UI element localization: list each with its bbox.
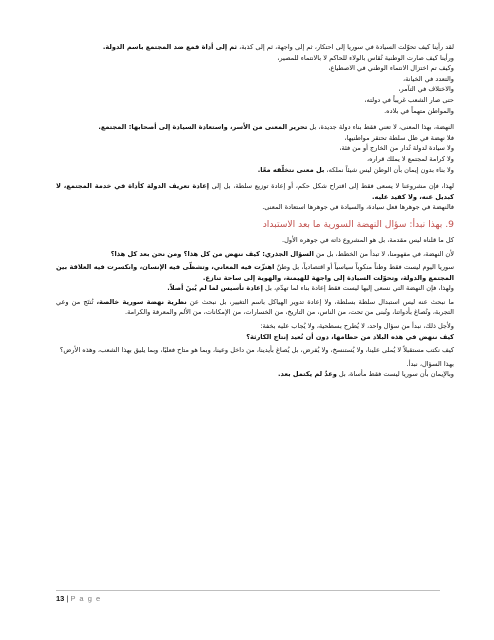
paragraph: كيف نكتب مستقبلاً لا يُملى علينا، ولا يُستنسخ، ولا يُفرض، بل يُصاغ بأيدينا، من داخل وعينا، وبما هو متاح فعليًا، وبما يليق بهذا الشعب، وهذه الأرض؟ xyxy=(59,346,454,355)
paragraph: سوريا اليوم ليست فقط وطناً منكوباً سياسياً أو اقتصادياً، بل وطنٌ اهتزّت فيه المعاني، وتشظّى فيه الإنسان، وانكسرت فيه العلاقة بين المجتمع والدولة، وتحوّلت السيادة إلى واجهة للهيمنة، والهوية إلى ساحة تنازع. xyxy=(56,263,454,282)
paragraph: ولأجل ذلك، نبدأ من سؤال واحد، لا يُطرح بسطحية، ولا يُجاب عليه بخفة: xyxy=(260,322,454,331)
document-body xyxy=(56,42,454,380)
paragraph: ولا كرامة لمجتمع لا يملك قراره، xyxy=(366,154,454,163)
paragraph: وبالإيمان بأن سوريا ليست فقط مأساة، بل وعدٌ لم يكتمل بعد. xyxy=(278,370,454,379)
paragraph: ورأينا كيف صارت الوطنية تُقاس بالولاء للحاكم لا بالانتماء للمصير، xyxy=(277,53,454,62)
footer-separator: | xyxy=(66,594,69,603)
paragraph: لأن النهضة، في مفهومنا، لا تبدأ من الخطط، بل من السؤال الجذري: كيف ننهض من كل هذا؟ ومن نحن بعد كل هذا؟ xyxy=(110,249,454,258)
page-footer xyxy=(56,590,440,603)
paragraph: ولهذا، فإن النهضة التي نسعى إليها ليست فقط إعادة بناء لما تهدّم، بل إعادة تأسيس لما لم يُبنَ أصلاً. xyxy=(167,284,454,293)
paragraph: كل ما قلناه ليس مقدمة، بل هو المشروع ذاته في جوهره الأول. xyxy=(282,235,454,244)
paragraph: وكيف تم اختزال الانتماء الوطني في الاصطياع، xyxy=(328,64,454,73)
paragraph: والتعدد في الخيانة، xyxy=(402,74,454,83)
paragraph: كيف ننهض في هذه البلاد من حطامها، دون أن نُعيد إنتاج الكارثة؟ xyxy=(246,332,454,341)
section-heading: 9. بهذا نبدأ: سؤال النهضة السورية ما بعد الاستبداد xyxy=(262,218,454,230)
paragraph: فالنهضة في جوهرها فعل سيادة، والسيادة في جوهرها استعادة المعنى. xyxy=(262,203,454,212)
paragraph: بهذا السؤال، نبدأ. xyxy=(406,359,454,368)
paragraph: حتى صار الشعب غريباً في دولته، xyxy=(364,95,454,104)
paragraph: فلا نهضة في ظل سلطة تحتقر مواطنيها، xyxy=(344,133,454,142)
paragraph: ولا سيادة لدولة تُدار من الخارج أو من فئة، xyxy=(339,144,454,153)
paragraph: النهضة، بهذا المعنى، لا تعني فقط بناء دولة جديدة، بل تحرير المعنى من الأسر، واستعادة السيادة إلى أصحابها: المجتمع. xyxy=(98,123,454,132)
page-label: P a g e xyxy=(70,594,102,603)
paragraph: لهذا، فإن مشروعنا لا يسعى فقط إلى اقتراح شكل حكم، أو إعادة توزيع سلطة، بل إلى إعادة تعريف الدولة كأداة في خدمة المجتمع، لا كبديل عنه، ولا كقيد عليه. xyxy=(56,182,454,201)
paragraph: لقد رأينا كيف تحوّلت السيادة في سوريا إلى احتكار، ثم إلى واجهة، ثم إلى كذبة، ثم إلى أداة قمع ضد المجتمع باسم الدولة. xyxy=(102,43,454,51)
paragraph: والاختلاف في التآمر، xyxy=(398,85,454,94)
page-number: 13 xyxy=(56,594,65,603)
paragraph: ولا بناء بدون إيمان بأن الوطن ليس شيئاً نملكه، بل معنى نتخلّقه معًا. xyxy=(257,165,454,174)
paragraph: ما نبحث عنه ليس استبدال سلطة بسلطة، ولا إعادة تدوير الهياكل باسم التغيير، بل نبحث عن نظرية نهضة سورية خالصة، تُنتَج من وعي التجربة، وتُصاغ بأدواتنا، وتُبنى من تحت، من الناس، من التاريخ، من الخسارات، من الإمكانات، من الألم والمعرفة والكرامة. xyxy=(56,297,454,317)
paragraph: والمواطن متهماً في بلاده. xyxy=(384,106,454,115)
